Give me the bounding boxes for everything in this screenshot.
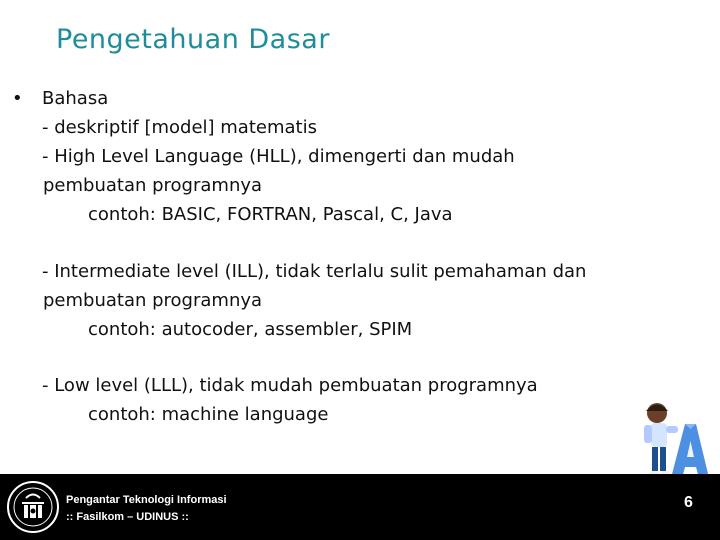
university-seal-icon xyxy=(6,480,60,534)
faculty-name: :: Fasilkom – UDINUS :: xyxy=(66,511,189,523)
spacer xyxy=(10,344,630,371)
ill-line-2: pembuatan programnya xyxy=(43,290,263,311)
page-number: 6 xyxy=(684,494,693,511)
bullet-item xyxy=(10,84,630,113)
slide-title: Pengetahuan Dasar xyxy=(56,24,330,55)
hll-example: contoh: BASIC, FORTRAN, Pascal, C, Java xyxy=(88,204,453,225)
lll-line-1: - Low level (LLL), tidak mudah pembuatan programnya xyxy=(42,375,538,396)
lll-example: contoh: machine language xyxy=(88,404,329,425)
bullet-marker: • xyxy=(12,88,23,109)
ill-line-1: - Intermediate level (ILL), tidak terlalu sulit pemahaman dan xyxy=(42,261,587,282)
course-title: Pengantar Teknologi Informasi xyxy=(66,494,227,506)
model-line: - deskriptif [model] matematis xyxy=(42,117,317,138)
hll-line-2: pembuatan programnya xyxy=(43,175,263,196)
bullet-label: Bahasa xyxy=(42,88,109,109)
spacer xyxy=(10,229,630,257)
slide-footer xyxy=(0,474,720,540)
hll-line-1: - High Level Language (HLL), dimengerti dan mudah xyxy=(42,146,515,167)
ill-example: contoh: autocoder, assembler, SPIM xyxy=(88,319,413,340)
mascot-figure xyxy=(644,403,678,476)
slide-content xyxy=(10,84,630,429)
footer-text xyxy=(66,492,227,526)
